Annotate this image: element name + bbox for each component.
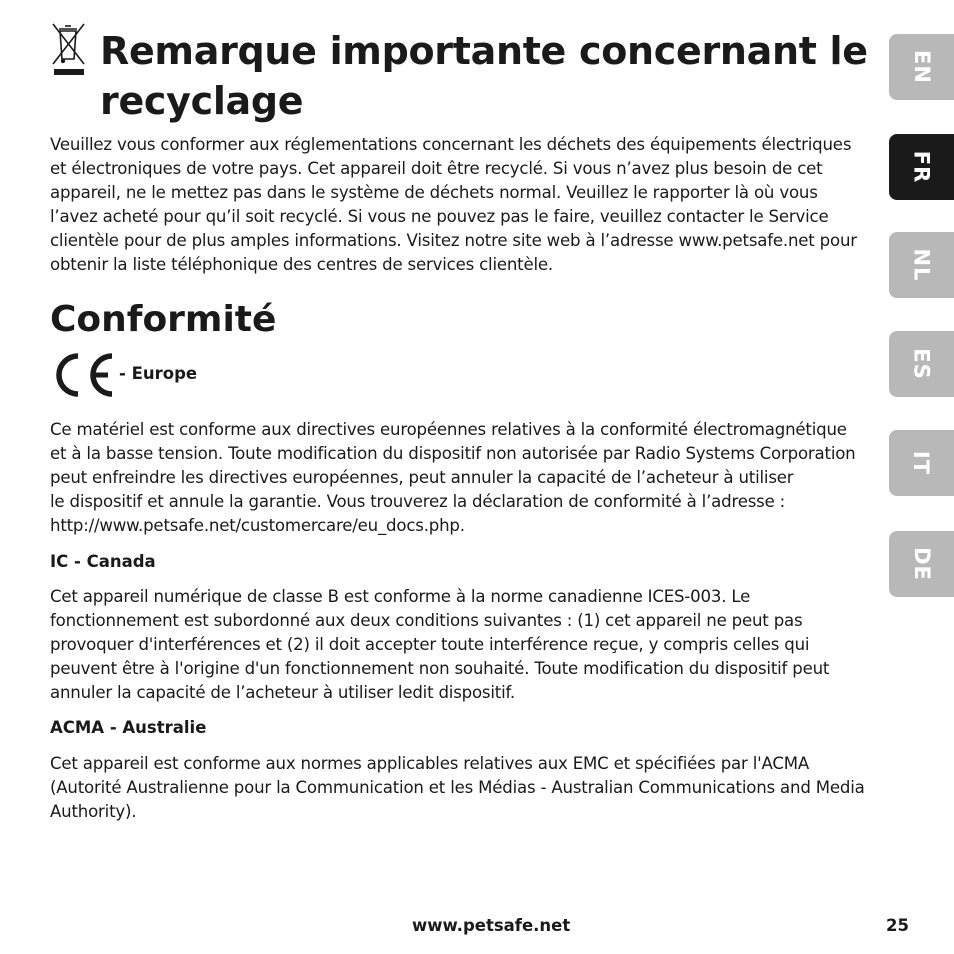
europe-line: Ce matériel est conforme aux directives européennes relatives à la conformité électromagnétique — [50, 420, 847, 439]
tab-label: DE — [909, 547, 934, 581]
crossed-out-wheelie-bin-icon — [50, 22, 86, 78]
tab-fr[interactable] — [889, 134, 954, 200]
tab-it[interactable] — [889, 430, 954, 496]
tab-es[interactable] — [889, 331, 954, 397]
tab-label: IT — [909, 450, 934, 476]
europe-line: http://www.petsafe.net/customercare/eu_docs.php. — [50, 516, 465, 535]
tab-label: EN — [909, 50, 934, 84]
footer-url: www.petsafe.net — [412, 916, 571, 935]
canada-heading: IC - Canada — [50, 552, 156, 571]
tab-label: ES — [909, 348, 934, 380]
europe-paragraph — [50, 418, 870, 538]
recycling-title: Remarque importante concernant le recyclage — [100, 29, 868, 123]
tab-de[interactable] — [889, 531, 954, 597]
australia-paragraph: Cet appareil est conforme aux normes applicables relatives aux EMC et spécifiées par l'ACMA (Autorité Australienne pour la Communication et les Médias - Australian Communications and Media Authority). — [50, 754, 865, 821]
australia-heading: ACMA - Australie — [50, 718, 207, 737]
conformity-title: Conformité — [50, 299, 277, 340]
tab-label: FR — [909, 150, 934, 184]
tab-en[interactable] — [889, 34, 954, 100]
ce-mark-icon — [50, 352, 118, 398]
europe-line: et à la basse tension. Toute modification du dispositif non autorisée par Radio Systems Corporation — [50, 444, 856, 463]
canada-paragraph: Cet appareil numérique de classe B est conforme à la norme canadienne ICES-003. Le fonctionnement est subordonné aux deux conditions suivantes : (1) cet appareil ne peut pas provoquer d'interférences et (2) il doit accepter toute interférence reçue, y compris celles qui peuvent être à l'origine d'un fonctionnement non souhaité. Toute modification du dispositif peut annuler la capacité de l’acheteur à utiliser ledit dispositif. — [50, 587, 830, 702]
tab-label: NL — [909, 248, 934, 282]
recycling-paragraph: Veuillez vous conformer aux réglementations concernant les déchets des équipements électriques et électroniques de votre pays. Cet appareil doit être recyclé. Si vous n’avez plus besoin de cet appareil, ne le mettez pas dans le système de déchets normal. Veuillez le rapporter là où vous l’avez acheté pour qu’il soit recyclé. Si vous ne pouvez pas le faire, veuillez contacter le Service clientèle pour de plus amples informations. Visitez notre site web à l’adresse www.petsafe.net pour obtenir la liste téléphonique des centres de services clientèle. — [50, 135, 857, 274]
page-number: 25 — [886, 916, 909, 935]
europe-line: le dispositif et annule la garantie. Vous trouverez la déclaration de conformité à l’adresse : — [50, 492, 786, 511]
europe-label: - Europe — [119, 364, 198, 383]
europe-line: peut enfreindre les directives européennes, peut annuler la capacité de l’acheteur à utiliser — [50, 468, 794, 487]
tab-nl[interactable] — [889, 232, 954, 298]
